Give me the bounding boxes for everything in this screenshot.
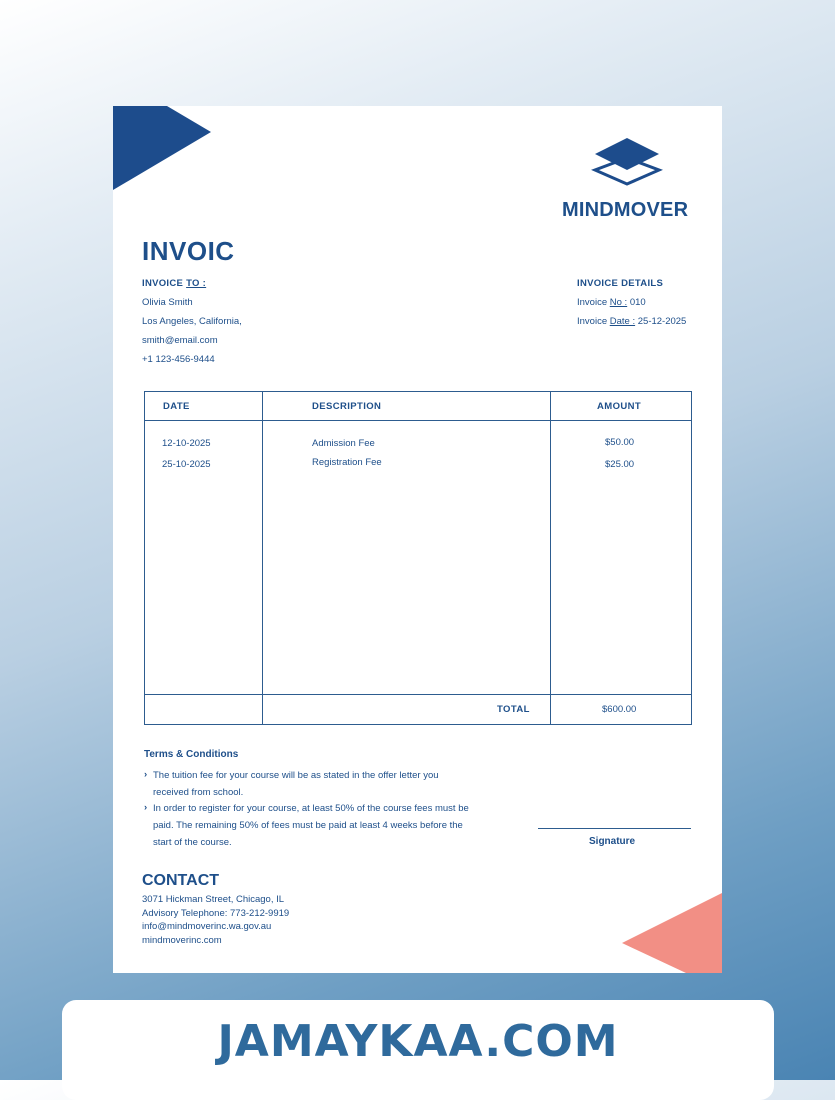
- recipient-phone: +1 123-456-9444: [142, 354, 215, 365]
- invoice-date: Invoice Date : 25-12-2025: [577, 316, 687, 327]
- invoice-table: [144, 391, 692, 725]
- contact-block: [142, 893, 289, 947]
- contact-phone: Advisory Telephone: 773-212-9919: [142, 907, 290, 919]
- column-header-description: DESCRIPTION: [312, 401, 382, 412]
- terms-title: Terms & Conditions: [144, 749, 239, 760]
- chevron-right-icon: ›: [144, 769, 148, 780]
- decorative-triangle-top: [113, 106, 213, 190]
- invoice-to-heading: INVOICE TO :: [142, 278, 207, 289]
- row-date: 12-10-2025: [162, 438, 211, 449]
- table-divider: [145, 694, 691, 695]
- table-divider: [145, 420, 691, 421]
- invoice-number: Invoice No : 010: [577, 297, 646, 308]
- invoice-to-block: [142, 278, 242, 373]
- invoice-details-block: [577, 278, 686, 335]
- contact-title: CONTACT: [142, 872, 220, 889]
- contact-website: mindmoverinc.com: [142, 934, 222, 946]
- decorative-triangle-bottom: [622, 893, 722, 973]
- contact-email: info@mindmoverinc.wa.gov.au: [142, 921, 272, 932]
- document-title: INVOIC: [142, 236, 235, 266]
- row-amount: $50.00: [605, 437, 635, 448]
- invoice-page: [113, 106, 722, 973]
- layers-icon: [591, 136, 663, 186]
- chevron-right-icon: ›: [144, 802, 148, 813]
- watermark-banner: [62, 1000, 774, 1100]
- column-header-date: DATE: [163, 401, 190, 412]
- total-value: $600.00: [602, 704, 637, 715]
- recipient-name: Olivia Smith: [142, 297, 193, 308]
- recipient-address: Los Angeles, California,: [142, 316, 242, 327]
- terms-item: › The tuition fee for your course will be as stated in the offer letter you received from school.: [144, 767, 504, 801]
- signature-label: Signature: [589, 836, 636, 847]
- row-description: Admission Fee: [312, 438, 375, 449]
- invoice-details-heading: INVOICE DETAILS: [577, 278, 664, 289]
- brand-name: MINDMOVER: [562, 199, 689, 221]
- recipient-email: smith@email.com: [142, 335, 218, 346]
- table-divider: [262, 392, 263, 724]
- terms-item: › In order to register for your course, at least 50% of the course fees must be paid. The remaining 50% of fees must be paid at least 4 weeks before the start of the course.: [144, 800, 504, 851]
- row-description: Registration Fee: [312, 457, 382, 468]
- row-date: 25-10-2025: [162, 459, 211, 470]
- total-label: TOTAL: [497, 704, 530, 715]
- watermark-text: JAMAYKAA.COM: [217, 1016, 619, 1067]
- contact-address: 3071 Hickman Street, Chicago, IL: [142, 894, 285, 905]
- row-amount: $25.00: [605, 459, 635, 470]
- column-header-amount: AMOUNT: [597, 401, 642, 412]
- table-divider: [550, 392, 551, 724]
- signature-line: [538, 828, 691, 829]
